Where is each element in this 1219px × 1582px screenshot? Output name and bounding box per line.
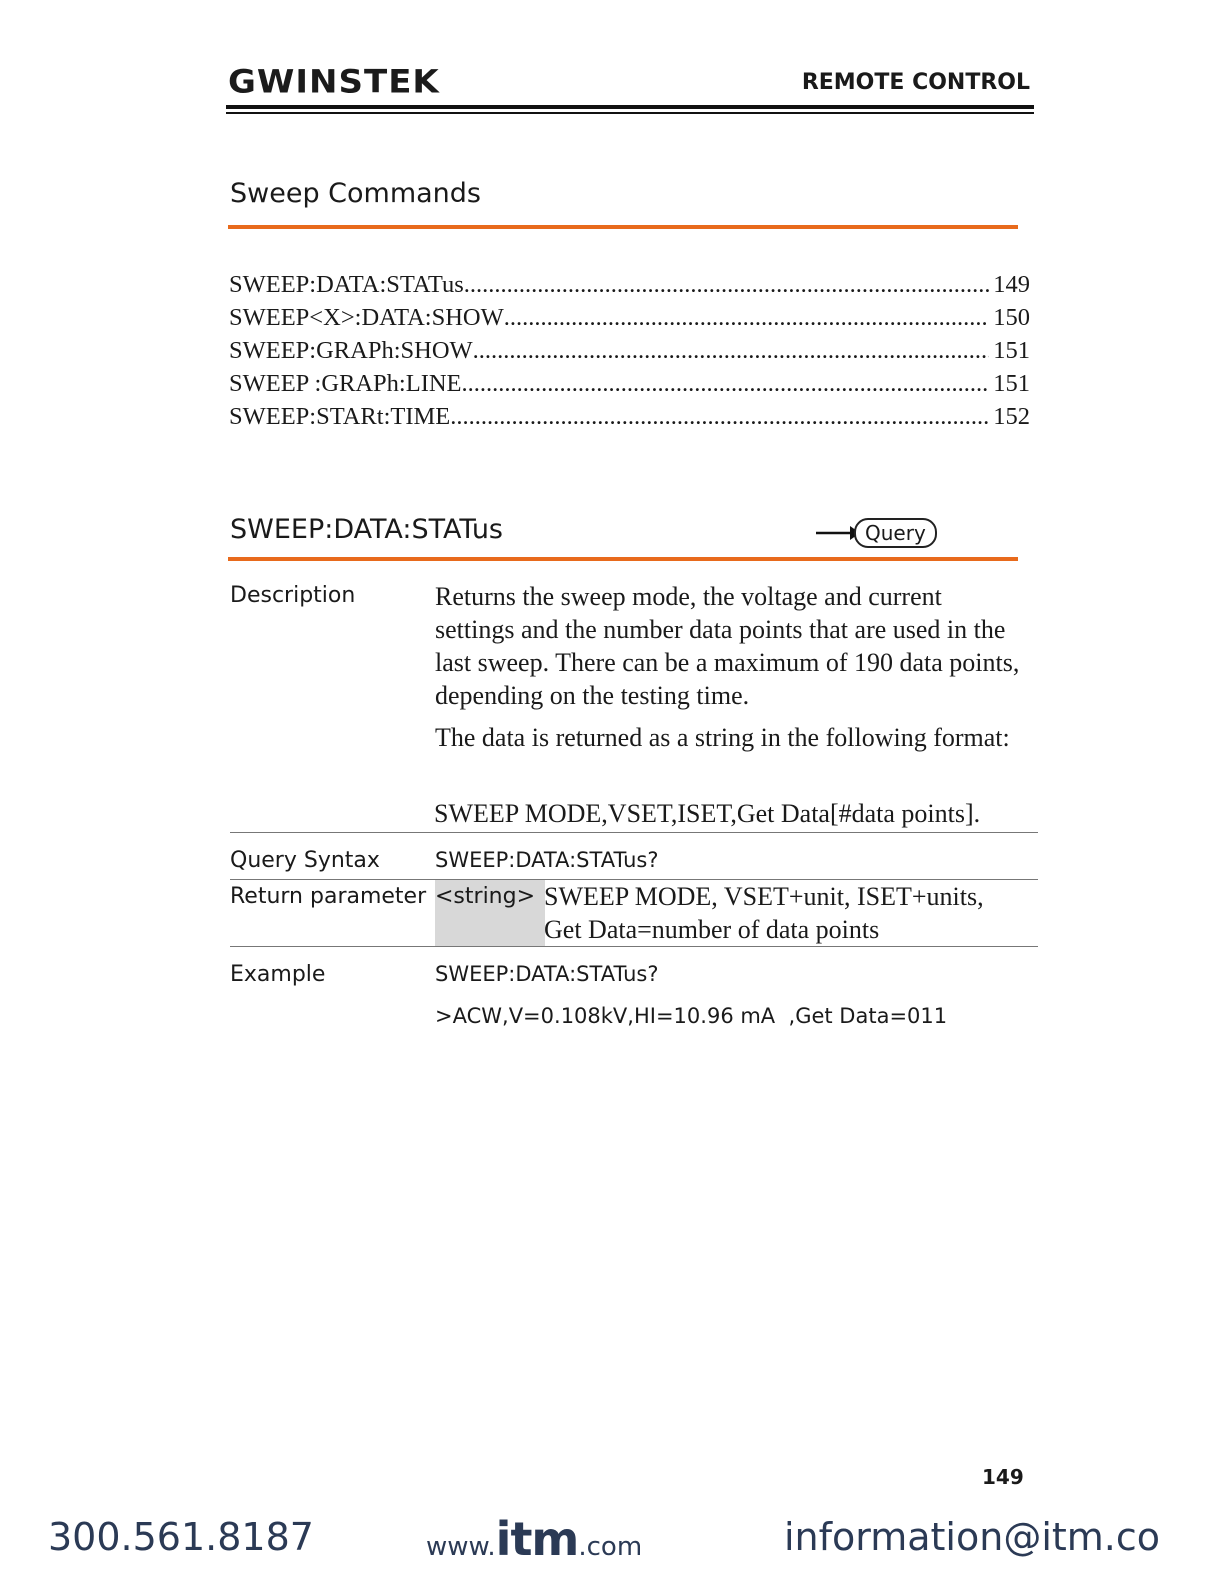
footer-web-prefix: www.: [426, 1532, 496, 1562]
toc-item[interactable]: [229, 367, 1030, 400]
footer-phone: 300.561.8187: [48, 1515, 314, 1559]
query-syntax-value: SWEEP:DATA:STATus?: [435, 848, 659, 872]
section-header: REMOTE CONTROL: [801, 70, 1030, 95]
command-title: SWEEP:DATA:STATus: [230, 514, 503, 545]
command-underline: [228, 557, 1018, 561]
footer-web-suffix: .com: [578, 1532, 643, 1562]
toc-page: 152: [993, 403, 1030, 430]
description-format: SWEEP MODE,VSET,ISET,Get Data[#data points].: [434, 799, 981, 828]
description-format-text: The data is returned as a string in the following format:: [435, 723, 1010, 752]
footer-email[interactable]: information@itm.co: [784, 1515, 1161, 1559]
itm-logo: itm: [495, 1512, 579, 1566]
query-syntax-label: Query Syntax: [230, 848, 380, 873]
toc-page: 151: [993, 370, 1030, 397]
toc-page: 150: [993, 304, 1030, 331]
toc-leader: [464, 268, 989, 301]
toc-leader: [450, 400, 989, 433]
toc-list: [229, 268, 1030, 433]
toc-item[interactable]: [229, 268, 1030, 301]
example-label: Example: [230, 962, 326, 987]
return-description-line1: SWEEP MODE, VSET+unit, ISET+units,: [544, 882, 984, 911]
toc-item[interactable]: [229, 334, 1030, 367]
toc-leader: [473, 334, 990, 367]
page-number: 149: [982, 1465, 1024, 1489]
toc-leader: [462, 367, 990, 400]
toc-command: SWEEP:GRAPh:SHOW: [229, 337, 473, 364]
title-underline: [228, 225, 1018, 229]
toc-item[interactable]: [229, 301, 1030, 334]
description-label: Description: [230, 583, 356, 608]
return-parameter-label: Return parameter: [230, 884, 427, 909]
toc-command: SWEEP :GRAPh:LINE: [229, 370, 462, 397]
return-type: <string>: [435, 884, 536, 909]
toc-page: 149: [993, 271, 1030, 298]
toc-page: 151: [993, 337, 1030, 364]
description-text: Returns the sweep mode, the voltage and current settings and the number data points that are used in the last sweep. There can be a maximum of 190 data points, depending on the testing time.: [435, 582, 1020, 710]
header-rule: [226, 105, 1034, 109]
query-badge: Query: [854, 518, 937, 548]
toc-leader: [504, 301, 989, 334]
toc-command: SWEEP<X>:DATA:SHOW: [229, 304, 504, 331]
toc-item[interactable]: [229, 400, 1030, 433]
sweep-commands-title: Sweep Commands: [230, 178, 482, 209]
toc-command: SWEEP:DATA:STATus: [229, 271, 464, 298]
example-command: SWEEP:DATA:STATus?: [435, 962, 659, 986]
gwinstek-logo: GWINSTEK: [228, 63, 440, 101]
return-description-line2: Get Data=number of data points: [544, 915, 880, 944]
header-rule-thin: [226, 112, 1034, 114]
table-divider: [230, 832, 1038, 833]
table-divider: [230, 946, 1038, 947]
toc-command: SWEEP:STARt:TIME: [229, 403, 451, 430]
example-response: >ACW,V=0.108kV,HI=10.96 mA ,Get Data=011: [435, 1004, 948, 1028]
footer-website[interactable]: [426, 1512, 642, 1566]
